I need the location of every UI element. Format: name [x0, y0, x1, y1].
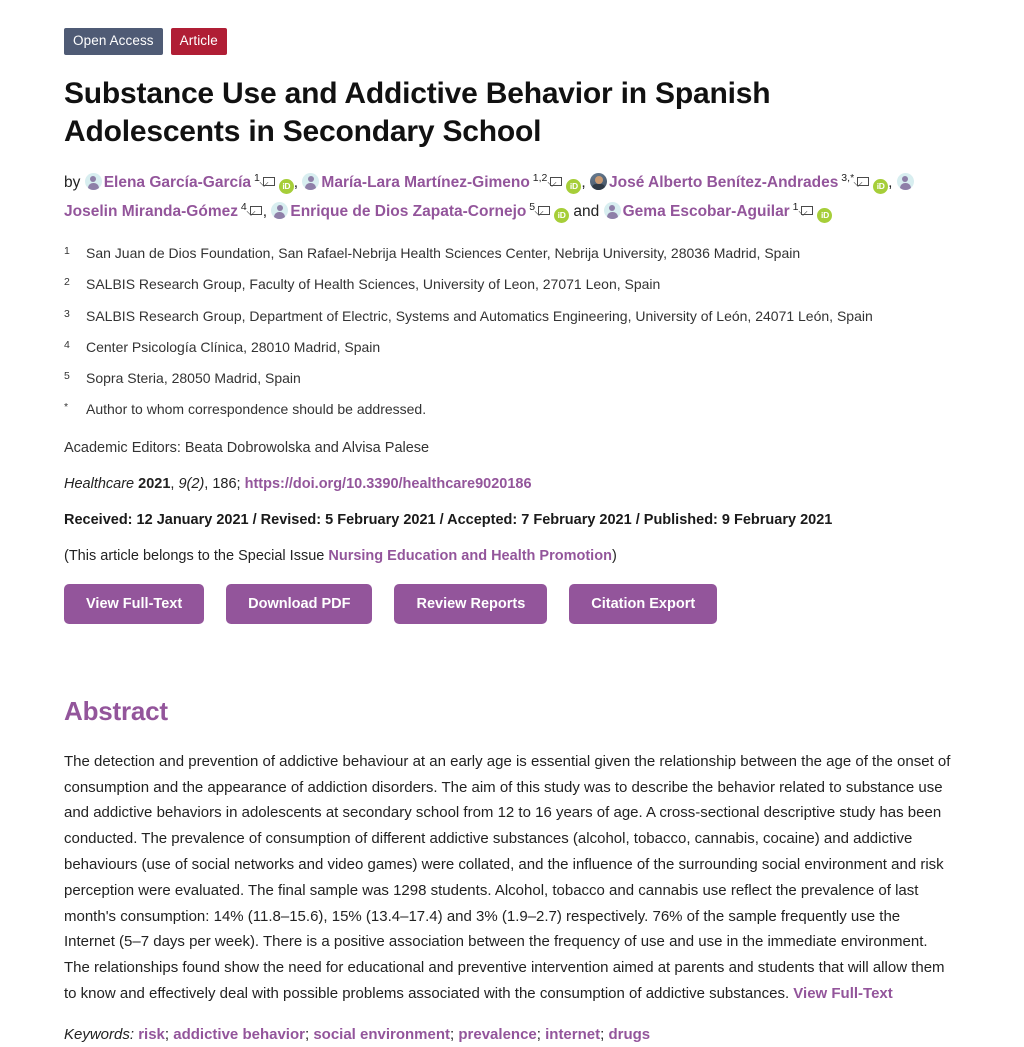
- action-button-row: [64, 584, 960, 624]
- author-name-link[interactable]: Enrique de Dios Zapata-Cornejo: [290, 203, 527, 221]
- author-affiliation-ref: 1: [251, 172, 260, 185]
- person-avatar-icon: [302, 173, 319, 190]
- keyword-link[interactable]: internet: [545, 1025, 601, 1043]
- author-entry: [302, 174, 585, 191]
- person-avatar-icon: [271, 202, 288, 219]
- journal-sep-2: ,: [204, 475, 213, 492]
- special-issue-note: [64, 548, 960, 564]
- correspondence-note: Author to whom correspondence should be addressed.: [86, 401, 427, 418]
- orcid-icon[interactable]: iD: [554, 208, 569, 223]
- author-entry: [271, 203, 569, 220]
- envelope-icon[interactable]: [550, 177, 562, 186]
- affiliation-marker: 5: [64, 370, 70, 383]
- author-affiliation-ref: 4: [237, 201, 247, 214]
- abstract-paragraph: The detection and prevention of addictive behaviour at an early age is essential given the relationship between the age of the onset of consumption and the appearance of addiction disorders. The aim of this study was to describe the behavior related to substance use and addictive behaviors in adolescents at secondary school from 12 to 16 years of age. A cross-sectional descriptive study has been conducted. The prevalence of consumption of different addictive substances (alcohol, tobacco, cannabis, cocaine) and addictive behaviours (use of social networks and video games) were collated, and the influence of the surrounding social environment and risk perception were evaluated. The final sample was 1298 students. Alcohol, tobacco and cannabis use reflect the prevalence of last month's consumption: 14% (11.8–15.6), 15% (13.4–17.4) and 3% (1.9–2.7) respectively. 76% of the sample frequently use the Internet (5–7 days per week). There is a positive association between the frequency of use and use in the immediate environment. The relationships found show the need for educational and preventive intervention aimed at parents and students that will allow them to know and effectively deal with possible problems associated with the consumption of addictive substances.: [64, 752, 951, 1002]
- keyword-separator: ;: [164, 1025, 174, 1043]
- affiliation-item: [64, 368, 960, 388]
- person-avatar-icon: [604, 202, 621, 219]
- affiliation-list: [64, 243, 960, 420]
- review-reports-button[interactable]: Review Reports: [394, 584, 547, 624]
- journal-semicolon: ;: [236, 475, 245, 492]
- affiliation-marker: 3: [64, 307, 70, 320]
- article-type-badge: Article: [171, 28, 227, 55]
- keyword-list: [64, 1023, 954, 1047]
- affiliation-text: SALBIS Research Group, Department of Electric, Systems and Automatics Engineering, University of León, 24071 León, Spain: [86, 307, 873, 324]
- author-entries: [64, 174, 916, 220]
- affiliation-item: [64, 274, 960, 294]
- person-avatar-icon: [897, 173, 914, 190]
- doi-link[interactable]: https://doi.org/10.3390/healthcare9020186: [244, 475, 532, 492]
- author-name-link[interactable]: Elena García-García: [103, 174, 252, 192]
- page-title: Substance Use and Addictive Behavior in Spanish Adolescents in Secondary School: [64, 76, 771, 148]
- badge-row: [64, 0, 960, 55]
- author-affiliation-ref: 3,*: [838, 172, 855, 185]
- orcid-icon[interactable]: iD: [817, 208, 832, 223]
- keyword-separator: ;: [600, 1025, 609, 1043]
- author-separator: ,: [262, 203, 268, 221]
- author-entry: [604, 203, 833, 220]
- author-name-link[interactable]: José Alberto Benítez-Andrades: [609, 174, 839, 192]
- keyword-link[interactable]: drugs: [608, 1025, 651, 1043]
- author-name-link[interactable]: Gema Escobar-Aguilar: [622, 203, 790, 221]
- download-pdf-button[interactable]: Download PDF: [226, 584, 372, 624]
- person-photo-avatar-icon: [590, 173, 607, 190]
- keyword-link[interactable]: addictive behavior: [173, 1025, 305, 1043]
- affiliation-marker: 4: [64, 338, 70, 351]
- author-list: [64, 169, 960, 227]
- author-separator: ,: [888, 174, 893, 192]
- special-issue-link[interactable]: Nursing Education and Health Promotion: [328, 547, 612, 564]
- author-name-link[interactable]: María-Lara Martínez-Gimeno: [321, 174, 530, 192]
- journal-article-number: 186: [212, 475, 237, 492]
- orcid-icon[interactable]: iD: [566, 179, 581, 194]
- publication-dates: Received: 12 January 2021 / Revised: 5 February 2021 / Accepted: 7 February 2021 / Published: 9 February 2021: [64, 511, 833, 528]
- author-affiliation-ref: 1,2: [529, 172, 548, 185]
- journal-name: Healthcare: [64, 475, 135, 492]
- author-name-link[interactable]: Joselin Miranda-Gómez: [64, 203, 238, 221]
- keyword-separator: ;: [536, 1025, 546, 1043]
- academic-editors: Academic Editors: Beata Dobrowolska and Alvisa Palese: [64, 439, 430, 456]
- affiliation-text: Sopra Steria, 28050 Madrid, Spain: [86, 370, 301, 387]
- journal-citation: [64, 476, 960, 492]
- abstract-text: [64, 749, 954, 1007]
- envelope-icon[interactable]: [250, 206, 262, 215]
- affiliation-item: [64, 243, 960, 263]
- affiliation-item: [64, 306, 960, 326]
- special-issue-prefix: (This article belongs to the Special Issue: [64, 547, 329, 564]
- envelope-icon[interactable]: [801, 206, 813, 215]
- affiliation-marker: 2: [64, 276, 70, 289]
- journal-sep-1: ,: [170, 475, 179, 492]
- envelope-icon[interactable]: [263, 177, 275, 186]
- affiliation-item: [64, 337, 960, 357]
- orcid-icon[interactable]: iD: [279, 179, 294, 194]
- citation-export-button[interactable]: Citation Export: [569, 584, 717, 624]
- keyword-separator: ;: [304, 1025, 314, 1043]
- affiliation-text: San Juan de Dios Foundation, San Rafael-Nebrija Health Sciences Center, Nebrija University, 28036 Madrid, Spain: [86, 244, 801, 261]
- envelope-icon[interactable]: [538, 206, 550, 215]
- orcid-icon[interactable]: iD: [873, 179, 888, 194]
- keyword-link[interactable]: risk: [138, 1025, 165, 1043]
- special-issue-suffix: ): [611, 547, 617, 564]
- byline-by-label: by: [64, 174, 81, 192]
- person-avatar-icon: [85, 173, 102, 190]
- keywords-label: Keywords:: [64, 1025, 135, 1043]
- byline-and-label: and: [569, 203, 604, 221]
- author-affiliation-ref: 1: [789, 201, 799, 214]
- correspondence-marker: *: [64, 401, 69, 414]
- author-entry: [85, 174, 298, 191]
- abstract-view-full-text-link[interactable]: View Full-Text: [793, 984, 893, 1002]
- envelope-icon[interactable]: [857, 177, 869, 186]
- affiliation-marker: 1: [64, 244, 70, 257]
- affiliation-item: [64, 399, 960, 419]
- view-full-text-button[interactable]: View Full-Text: [64, 584, 204, 624]
- abstract-heading: Abstract: [64, 695, 168, 726]
- author-separator: ,: [293, 174, 299, 192]
- affiliation-text: Center Psicología Clínica, 28010 Madrid, Spain: [86, 338, 381, 355]
- keyword-link[interactable]: social environment: [313, 1025, 451, 1043]
- affiliation-text: SALBIS Research Group, Faculty of Health Sciences, University of Leon, 27071 Leon, Spain: [86, 276, 661, 293]
- journal-year: 2021: [138, 475, 171, 492]
- journal-volume-issue: 9(2): [178, 475, 205, 492]
- author-separator: ,: [581, 174, 586, 192]
- author-affiliation-ref: 5: [526, 201, 536, 214]
- keyword-separator: ;: [450, 1025, 459, 1043]
- author-entry: [590, 174, 892, 191]
- keyword-entries: [138, 1026, 650, 1043]
- keyword-link[interactable]: prevalence: [458, 1025, 537, 1043]
- open-access-badge: Open Access: [64, 28, 163, 55]
